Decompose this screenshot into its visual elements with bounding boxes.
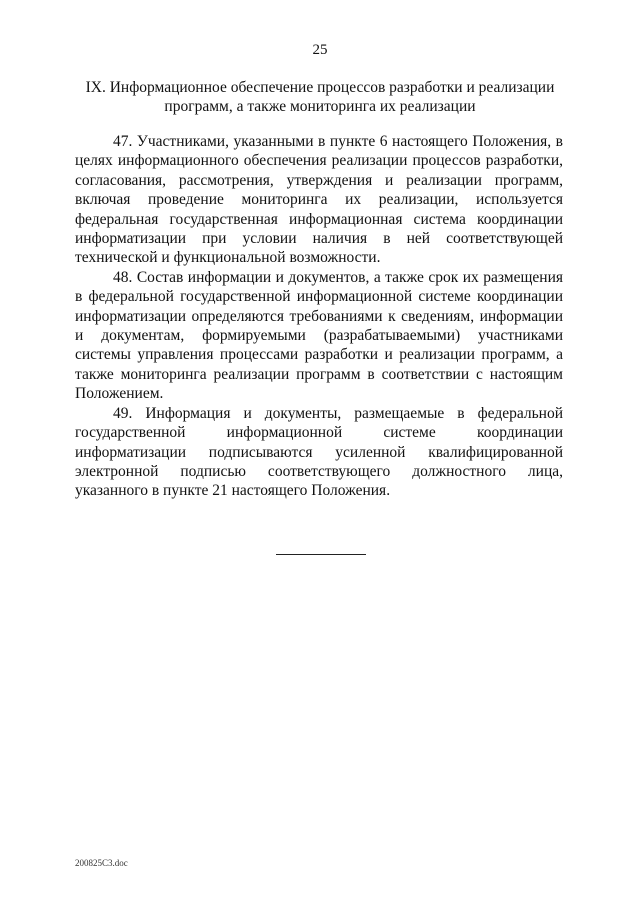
body-text: [75, 132, 563, 501]
footer-doc-code: 200825С3.doc: [75, 858, 128, 868]
end-separator-line: [276, 554, 366, 555]
section-heading-line-2: программ, а также мониторинга их реализации: [164, 98, 476, 115]
page-number: 25: [312, 42, 328, 58]
section-heading-line-1: IX. Информационное обеспечение процессов разработки и реализации: [85, 79, 555, 96]
paragraph-48: 48. Состав информации и документов, а также срок их размещения в федеральной государственной информационной системе координации информатизации определяются требованиями к сведениям, информации и документам, формируемыми (разрабатываемыми) участниками системы управления процессами разработки и реализации программ, а также мониторинга реализации программ в соответствии с настоящим Положением.: [75, 268, 563, 403]
section-heading: [60, 78, 580, 116]
paragraph-49: 49. Информация и документы, размещаемые в федеральной государственной информационной системе координации информатизации подписываются усиленной квалифицированной электронной подписью соответствующего должностного лица, указанного в пункте 21 настоящего Положения.: [75, 404, 563, 500]
paragraph-47: 47. Участниками, указанными в пункте 6 настоящего Положения, в целях информационного обеспечения реализации процессов разработки, согласования, рассмотрения, утверждения и реализации программ, включая проведение мониторинга их реализации, используется федеральная государственная информационная система координации информатизации при условии наличия в ней соответствующей технической и функциональной возможности.: [75, 133, 563, 267]
